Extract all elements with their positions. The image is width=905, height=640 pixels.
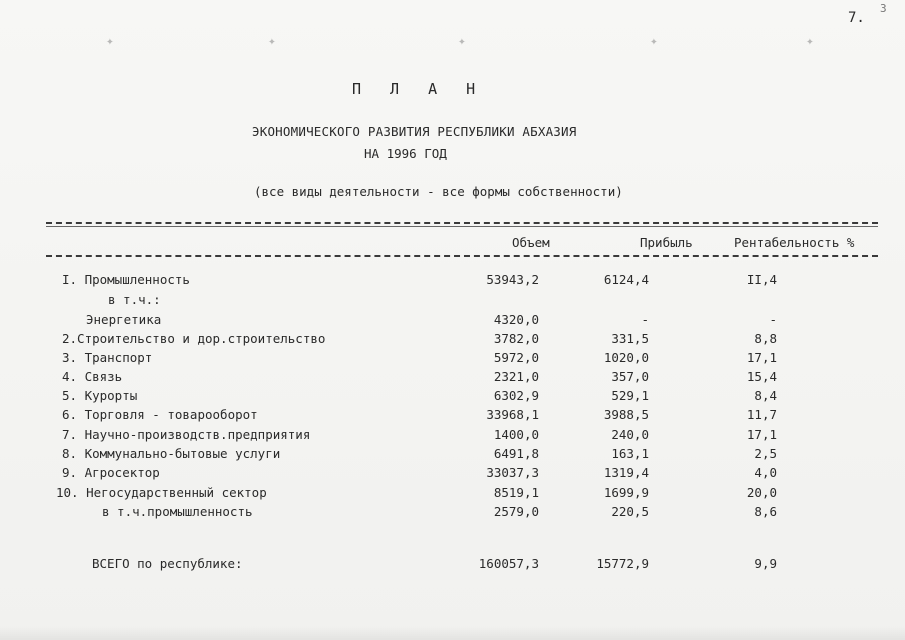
row-volume: 2321,0 — [493, 369, 539, 384]
column-header-profitability: Рентабельность % — [734, 235, 855, 250]
row-name: 9. Агросектор — [62, 465, 160, 480]
page-edge-shadow — [0, 626, 905, 640]
row-profit: 3988,5 — [603, 407, 649, 422]
row-profitability: 20,0 — [746, 485, 777, 500]
table-row — [0, 485, 905, 505]
row-profit: - — [641, 312, 649, 327]
row-name: 6. Торговля - товарооборот — [62, 407, 258, 422]
row-profit: 1020,0 — [603, 350, 649, 365]
row-volume: 53943,2 — [486, 272, 539, 287]
page-number: 7. — [848, 10, 865, 26]
row-profitability: 8,4 — [754, 388, 777, 403]
row-profitability: 15,4 — [746, 369, 777, 384]
row-volume: 6491,8 — [493, 446, 539, 461]
table-row — [0, 292, 905, 312]
row-profit: 1699,9 — [603, 485, 649, 500]
row-volume: 3782,0 — [493, 331, 539, 346]
punch-hole-smudge: ✦ — [806, 34, 814, 49]
row-profitability: 8,8 — [754, 331, 777, 346]
row-volume: 6302,9 — [493, 388, 539, 403]
row-volume: 4320,0 — [493, 312, 539, 327]
row-name: в т.ч.: — [108, 292, 161, 307]
total-profit: 15772,9 — [596, 556, 649, 571]
row-profit: 240,0 — [611, 427, 649, 442]
punch-hole-smudge: ✦ — [650, 34, 658, 49]
row-profitability: 17,1 — [746, 427, 777, 442]
row-name: I. Промышленность — [62, 272, 190, 287]
row-volume: 33037,3 — [486, 465, 539, 480]
row-profit: 331,5 — [611, 331, 649, 346]
table-row — [0, 272, 905, 292]
scope-note: (все виды деятельности - все формы собственности) — [254, 184, 623, 199]
row-name: 10. Негосударственный сектор — [56, 485, 267, 500]
total-volume: 160057,3 — [478, 556, 539, 571]
row-name: 2.Строительство и дор.строительство — [62, 331, 326, 346]
table-row — [0, 350, 905, 370]
row-profit: 6124,4 — [603, 272, 649, 287]
table-row — [0, 407, 905, 427]
row-volume: 1400,0 — [493, 427, 539, 442]
row-profitability: 17,1 — [746, 350, 777, 365]
header-bottom-rule — [46, 255, 878, 257]
column-header-volume: Объем — [512, 235, 550, 250]
row-profitability: II,4 — [746, 272, 777, 287]
row-profitability: - — [769, 312, 777, 327]
row-name: 7. Научно-производств.предприятия — [62, 427, 311, 442]
table-top-rule — [46, 222, 878, 224]
document-year: НА 1996 ГОД — [364, 146, 447, 161]
table-row — [0, 427, 905, 447]
row-profit: 220,5 — [611, 504, 649, 519]
row-volume: 8519,1 — [493, 485, 539, 500]
table-row — [0, 465, 905, 485]
row-profit: 163,1 — [611, 446, 649, 461]
table-row — [0, 388, 905, 408]
row-volume: 33968,1 — [486, 407, 539, 422]
row-profit: 1319,4 — [603, 465, 649, 480]
row-name: 8. Коммунально-бытовые услуги — [62, 446, 281, 461]
punch-hole-smudge: ✦ — [268, 34, 276, 49]
page-mark: 3 — [880, 2, 887, 15]
row-profit: 357,0 — [611, 369, 649, 384]
table-row — [0, 312, 905, 332]
table-row — [0, 504, 905, 524]
total-profitability: 9,9 — [754, 556, 777, 571]
document-title: П Л А Н — [352, 80, 486, 98]
punch-hole-smudge: ✦ — [458, 34, 466, 49]
row-profitability: 4,0 — [754, 465, 777, 480]
row-name: 5. Курорты — [62, 388, 138, 403]
total-row — [0, 556, 905, 576]
punch-hole-smudge: ✦ — [106, 34, 114, 49]
row-name: 4. Связь — [62, 369, 123, 384]
table-top-rule-inner — [46, 226, 878, 227]
table-row — [0, 446, 905, 466]
table-row — [0, 369, 905, 389]
total-label: ВСЕГО по республике: — [92, 556, 243, 571]
row-name: Энергетика — [86, 312, 162, 327]
row-volume: 2579,0 — [493, 504, 539, 519]
row-volume: 5972,0 — [493, 350, 539, 365]
row-name: в т.ч.промышленность — [102, 504, 253, 519]
row-profitability: 2,5 — [754, 446, 777, 461]
row-profit: 529,1 — [611, 388, 649, 403]
row-profitability: 11,7 — [746, 407, 777, 422]
document-subtitle: ЭКОНОМИЧЕСКОГО РАЗВИТИЯ РЕСПУБЛИКИ АБХАЗИЯ — [252, 124, 577, 139]
table-row — [0, 331, 905, 351]
row-name: 3. Транспорт — [62, 350, 153, 365]
row-profitability: 8,6 — [754, 504, 777, 519]
column-header-profit: Прибыль — [640, 235, 693, 250]
